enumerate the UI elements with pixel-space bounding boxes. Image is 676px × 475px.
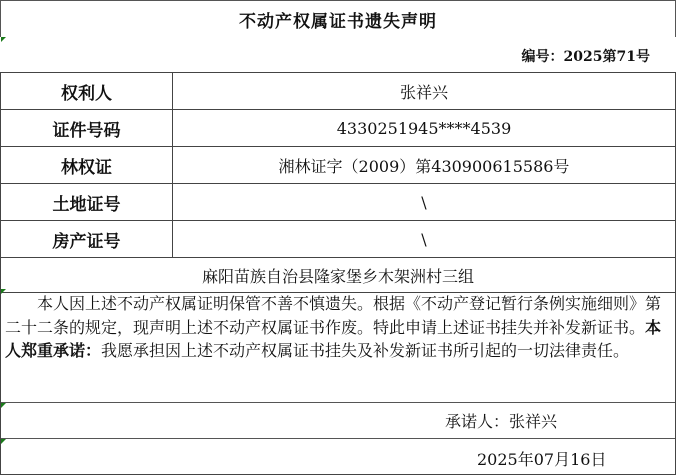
- row-label-house-cert: 房产证号: [1, 221, 173, 257]
- signer: 承诺人：张祥兴: [445, 412, 558, 431]
- divider: [1, 438, 675, 439]
- cell-marker: [1, 403, 6, 408]
- statement-part1: 本人因上述不动产权属证明保管不善不慎遗失。根据《不动产登记暂行条例实施细则》第二十二条的规定，现声明上述不动产权属证书作废。特此申请上述证书挂失并补发新证书。: [5, 294, 662, 337]
- table-row: [1, 221, 675, 258]
- row-label-forest-cert: 林权证: [1, 147, 173, 183]
- table-row: [1, 110, 675, 147]
- row-value-land-cert: \: [421, 192, 427, 212]
- cell-marker: [1, 37, 6, 42]
- divider: [1, 402, 675, 403]
- cell-marker: [1, 439, 6, 444]
- row-value-id-number: 4330251945****4539: [336, 118, 512, 138]
- row-value-forest-cert: 湘林证字（2009）第430900615586号: [278, 156, 570, 176]
- row-value-holder: 张祥兴: [399, 82, 448, 102]
- document-title: 不动产权属证书遗失声明: [0, 0, 676, 37]
- table-row: [1, 73, 675, 110]
- document-number: 编号：2025第71号: [521, 49, 650, 65]
- statement-part2: 我愿承担因上述不动产权属证书挂失及补发新证书所引起的一切法律责任。: [101, 341, 630, 360]
- row-label-id-number: 证件号码: [1, 110, 173, 146]
- row-label-holder: 权利人: [1, 73, 173, 109]
- row-value-house-cert: \: [421, 229, 427, 249]
- statement-text: [5, 292, 669, 363]
- row-label-land-cert: 土地证号: [1, 184, 173, 220]
- info-table: [0, 72, 676, 293]
- commitment-heading: 本人郑重承诺：: [5, 317, 662, 360]
- declaration-date: 2025年07月16日: [477, 450, 607, 469]
- property-address: 麻阳苗族自治县隆家堡乡木架洲村三组: [1, 258, 675, 293]
- statement-section: [0, 288, 676, 475]
- table-row: [1, 147, 675, 184]
- table-row: [1, 184, 675, 221]
